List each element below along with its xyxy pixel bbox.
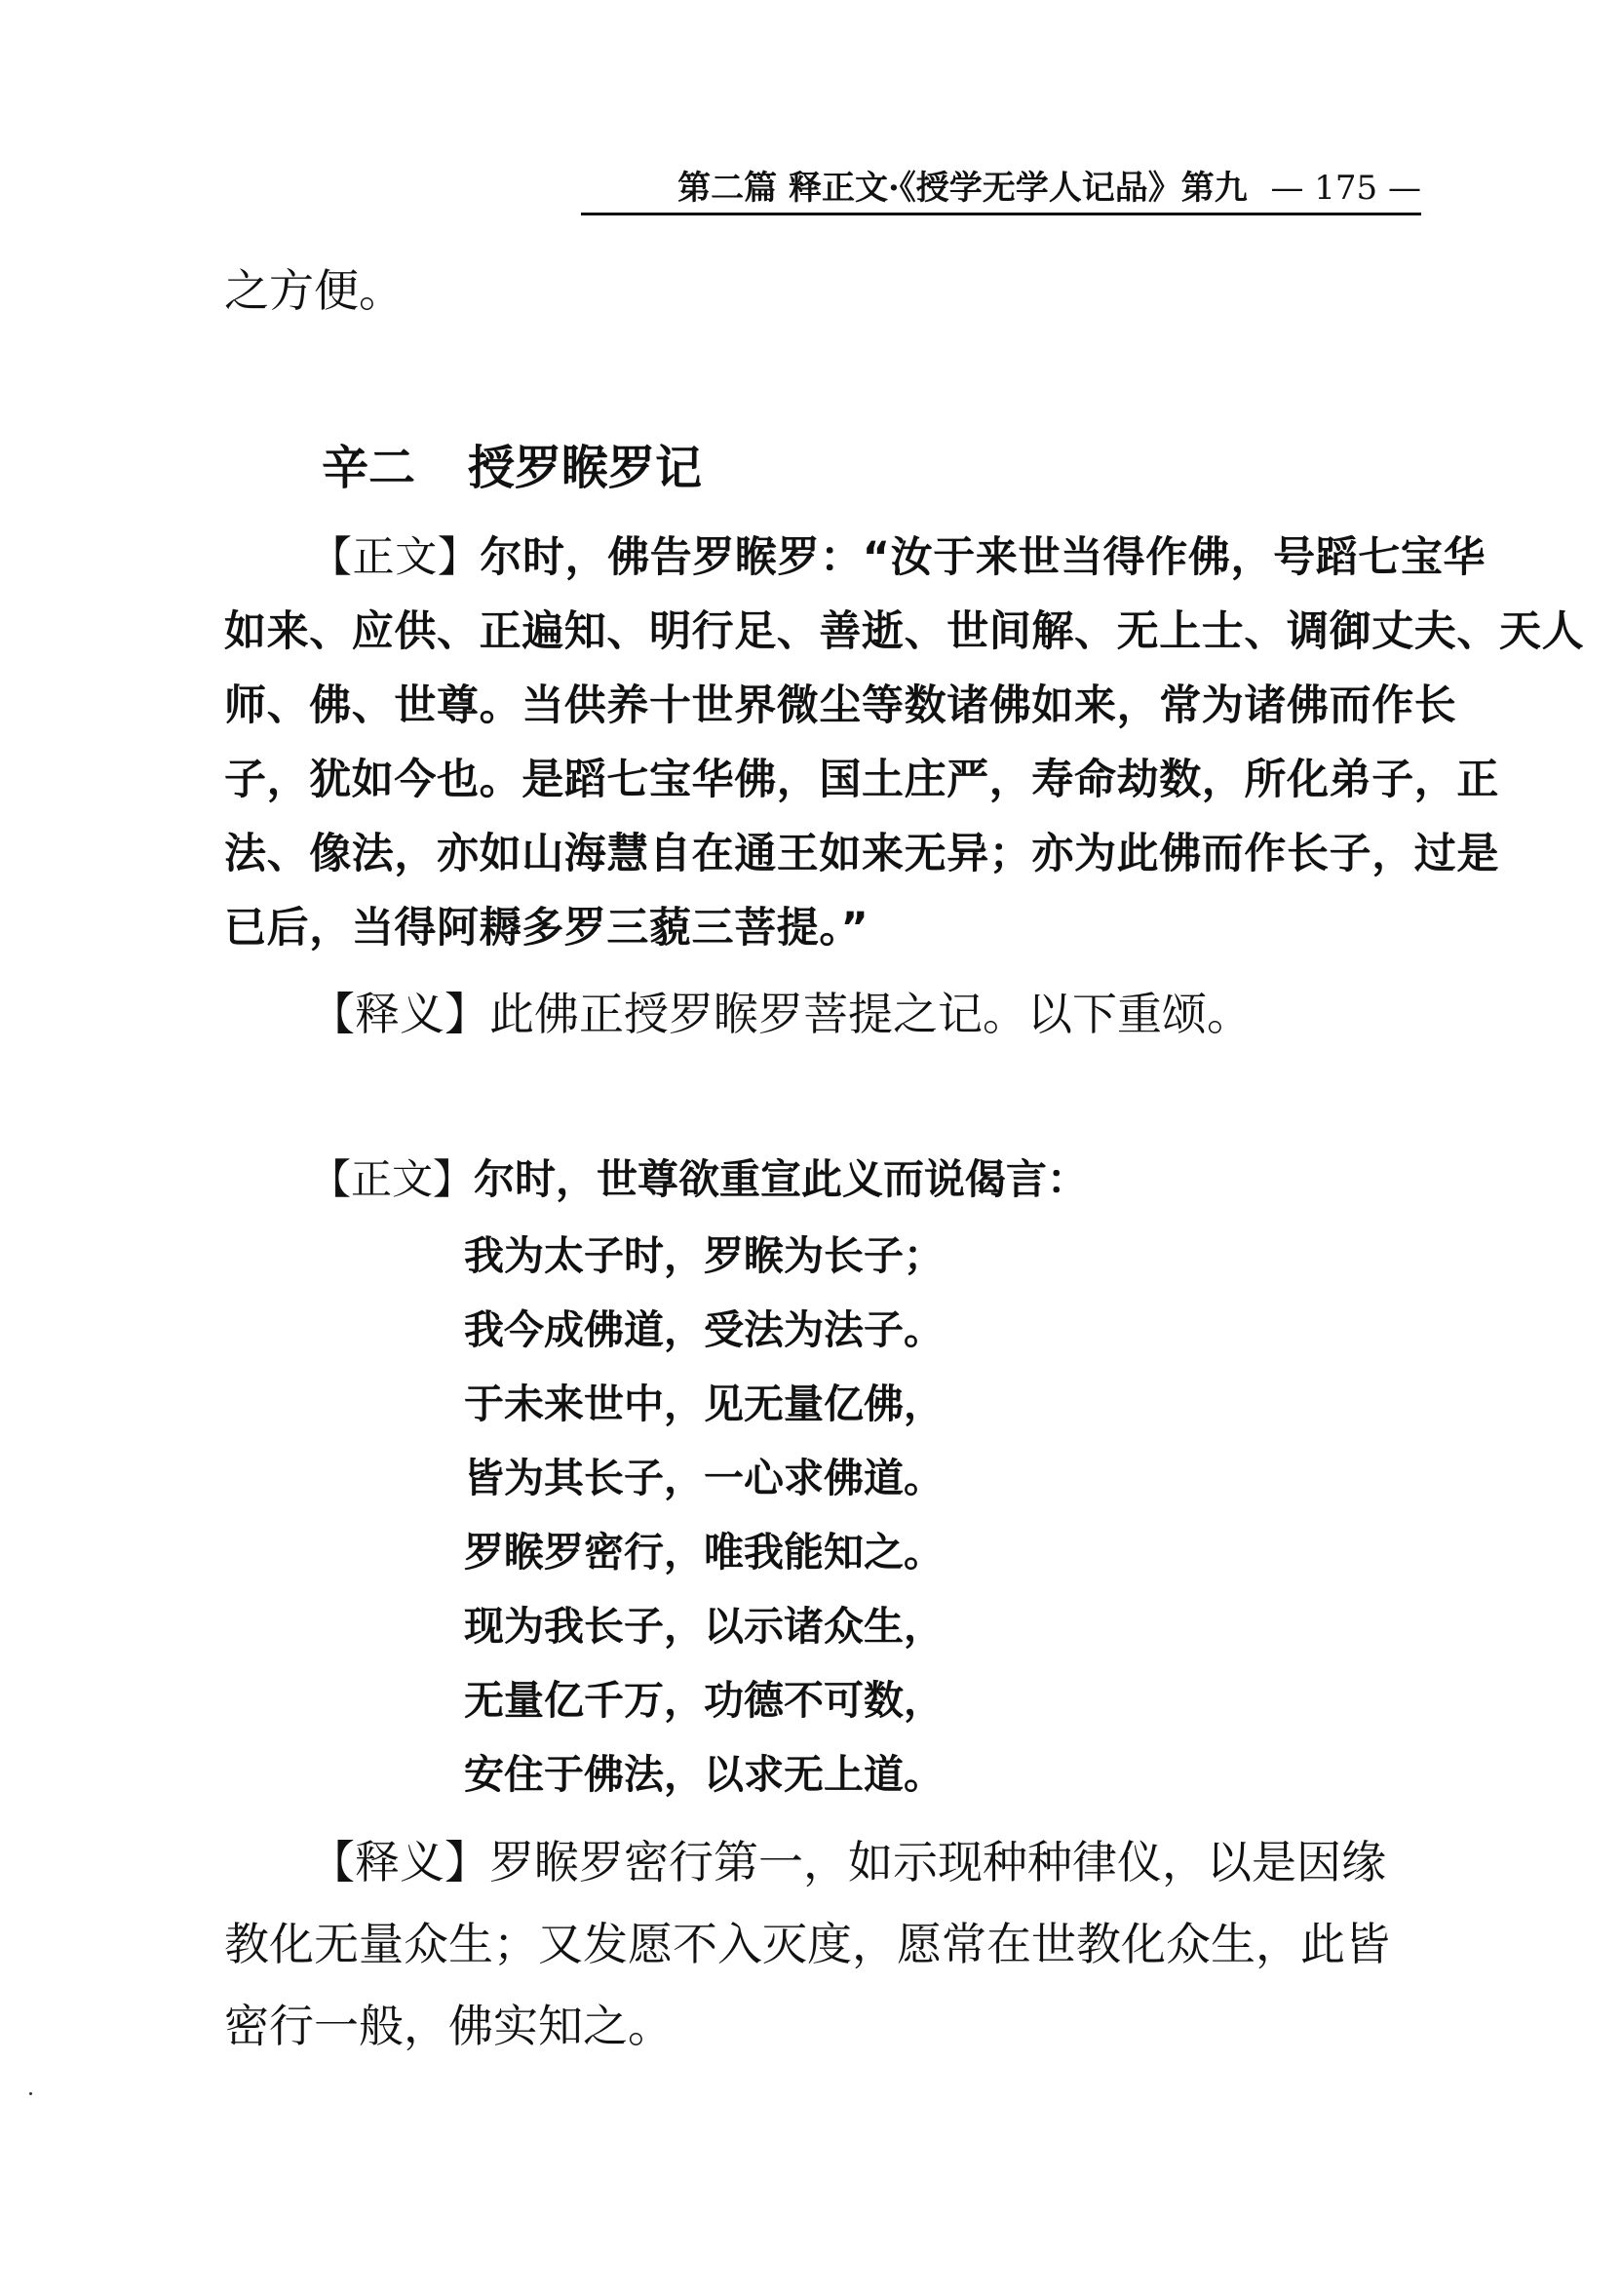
paragraph-line xyxy=(310,1150,1088,1209)
section-heading xyxy=(322,439,702,497)
paragraph-line xyxy=(310,528,1486,587)
verse-line: 现为我长子，以示诸众生， xyxy=(464,1603,944,1650)
verse-line: 我今成佛道，受法为法子。 xyxy=(464,1306,944,1353)
paragraph-commentary-1 xyxy=(310,985,1252,1043)
label-zhengwen: 【正文】 xyxy=(310,533,481,582)
header-chapter-title: 第二篇 释正文·《授学无学人记品》第九 xyxy=(677,169,1248,208)
running-header xyxy=(581,164,1421,215)
label-zhengwen: 【正文】 xyxy=(310,1155,475,1203)
scripture-text: 尔时，佛告罗睺罗：“汝于来世当得作佛，号蹈七宝华 xyxy=(480,533,1487,582)
verse-line: 我为太子时，罗睺为长子； xyxy=(464,1232,944,1279)
paragraph-line: 密行一般，佛实知之。 xyxy=(224,2000,673,2052)
scripture-text: 尔时，世尊欲重宣此义而说偈言： xyxy=(474,1155,1089,1203)
continuation-text: 之方便。 xyxy=(224,264,404,317)
paragraph-line: 教化无量众生；又发愿不入灭度，愿常在世教化众生，此皆 xyxy=(224,1918,1390,1970)
paragraph-line: 已后，当得阿耨多罗三藐三菩提。” xyxy=(224,904,869,953)
paragraph-line: 如来、应供、正遍知、明行足、善逝、世间解、无上士、调御丈夫、天人 xyxy=(224,607,1585,656)
commentary-text: 罗睺罗密行第一，如示现种种律仪，以是因缘 xyxy=(489,1836,1386,1888)
verse-line: 罗睺罗密行，唯我能知之。 xyxy=(464,1529,944,1576)
paragraph-line: 法、像法，亦如山海慧自在通王如来无异；亦为此佛而作长子，过是 xyxy=(224,830,1499,878)
verse-line: 安住于佛法，以求无上道。 xyxy=(464,1751,944,1798)
paragraph-line: 子，犹如今也。是蹈七宝华佛，国土庄严，寿命劫数，所化弟子，正 xyxy=(224,756,1499,804)
paragraph-line: 师、佛、世尊。当供养十世界微尘等数诸佛如来，常为诸佛而作长 xyxy=(224,681,1457,730)
section-number: 辛二 xyxy=(322,441,416,495)
label-shiyi: 【释义】 xyxy=(310,1836,489,1888)
paragraph-line xyxy=(310,1833,1386,1891)
section-title: 授罗睺罗记 xyxy=(468,441,703,495)
verse-line: 无量亿千万，功德不可数， xyxy=(464,1677,944,1724)
scan-speck xyxy=(29,2092,32,2095)
verse-line: 皆为其长子，一心求佛道。 xyxy=(464,1455,944,1501)
verse-line: 于未来世中，见无量亿佛， xyxy=(464,1381,944,1427)
commentary-text: 此佛正授罗睺罗菩提之记。以下重颂。 xyxy=(489,988,1252,1040)
label-shiyi: 【释义】 xyxy=(310,988,489,1040)
page-number: — 175 — xyxy=(1270,169,1421,208)
